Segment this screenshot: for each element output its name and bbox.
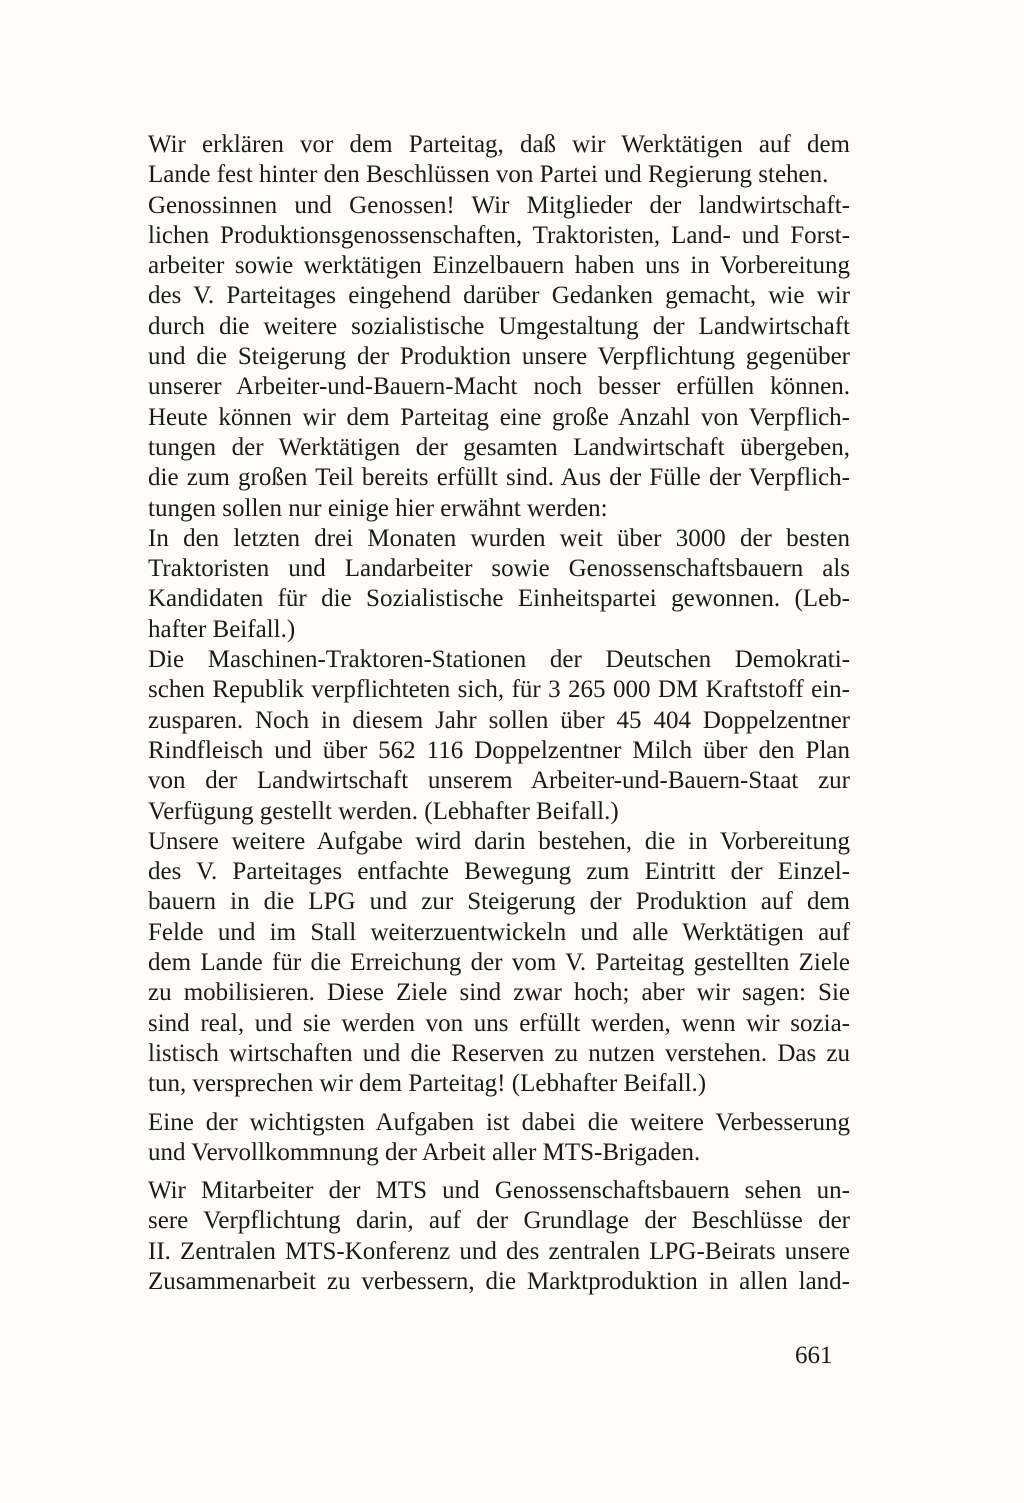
text-line: Heute können wir dem Parteitag eine große Anzahl von Verpflich- [148,403,850,431]
text-line: und die Steigerung der Produktion unsere Verpflichtung gegenüber [148,343,850,371]
text-line: tun, versprechen wir dem Parteitag! (Lebhafter Beifall.) [148,1070,707,1098]
text-line: Felde und im Stall weiterzuentwickeln und alle Werktätigen auf [148,918,850,946]
text-line: Genossinnen und Genossen! Wir Mitglieder der landwirtschaft- [148,191,850,219]
paragraph [148,130,850,191]
text-line: lichen Produktionsgenossenschaften, Traktoristen, Land- und Forst- [148,221,850,249]
text-line: zusparen. Noch in diesem Jahr sollen über 45 404 Doppelzentner [148,706,850,734]
text-line: Wir Mitarbeiter der MTS und Genossenschaftsbauern sehen un- [148,1177,850,1205]
text-line: und Vervollkommnung der Arbeit aller MTS-Brigaden. [148,1138,701,1166]
text-line: zu mobilisieren. Diese Ziele sind zwar hoch; aber wir sagen: Sie [148,979,850,1007]
text-line: Rindfleisch und über 562 116 Doppelzentner Milch über den Plan [148,736,850,764]
paragraph [148,645,850,827]
paragraph-gap [148,1168,850,1176]
text-line: hafter Beifall.) [148,615,296,643]
text-line: die zum großen Teil bereits erfüllt sind. Aus der Fülle der Verpflich- [148,464,850,492]
text-line: durch die weitere sozialistische Umgestaltung der Landwirtschaft [148,312,850,340]
text-line: Lande fest hinter den Beschlüssen von Partei und Regierung stehen. [148,161,829,189]
text-line: Traktoristen und Landarbeiter sowie Genossenschaftsbauern als [148,555,850,583]
text-line: unserer Arbeiter-und-Bauern-Macht noch besser erfüllen können. [148,373,850,401]
paragraph [148,827,850,1100]
text-line: Wir erklären vor dem Parteitag, daß wir Werktätigen auf dem [148,131,850,158]
text-line: listisch wirtschaften und die Reserven zu nutzen verstehen. Das zu [148,1039,850,1067]
text-line: dem Lande für die Erreichung der vom V. Parteitag gestellten Ziele [148,949,850,977]
paragraph [148,1176,850,1297]
text-line: sind real, und sie werden von uns erfüllt werden, wenn wir sozia- [148,1009,850,1037]
text-line: tungen sollen nur einige hier erwähnt werden: [148,494,608,522]
text-line: Kandidaten für die Sozialistische Einheitspartei gewonnen. (Leb- [148,585,850,613]
text-line: arbeiter sowie werktätigen Einzelbauern haben uns in Vorbereitung [148,252,850,280]
text-line: schen Republik verpflichteten sich, für 3 265 000 DM Kraftstoff ein- [148,676,850,704]
text-line: Verfügung gestellt werden. (Lebhafter Beifall.) [148,797,619,825]
text-line: Unsere weitere Aufgabe wird darin bestehen, die in Vorbereitung [148,827,850,855]
text-line: Eine der wichtigsten Aufgaben ist dabei die weitere Verbesserung [148,1108,850,1136]
text-line: des V. Parteitages eingehend darüber Gedanken gemacht, wie wir [148,282,850,310]
text-line: sere Verpflichtung darin, auf der Grundlage der Beschlüsse der [148,1207,850,1235]
text-line: Zusammenarbeit zu verbessern, die Marktproduktion in allen land- [148,1267,850,1295]
text-line: von der Landwirtschaft unserem Arbeiter-und-Bauern-Staat zur [148,767,850,795]
paragraph [148,191,850,524]
paragraph [148,1108,850,1169]
text-line: Die Maschinen-Traktoren-Stationen der Deutschen Demokrati- [148,646,850,674]
text-line: In den letzten drei Monaten wurden weit über 3000 der besten [148,524,850,552]
paragraph-gap [148,1100,850,1108]
body-text [148,130,850,1297]
text-line: tungen der Werktätigen der gesamten Landwirtschaft übergeben, [148,433,850,461]
paragraph [148,524,850,645]
text-line: II. Zentralen MTS-Konferenz und des zentralen LPG-Beirats unsere [148,1237,850,1265]
text-line: bauern in die LPG und zur Steigerung der Produktion auf dem [148,888,850,916]
page-number: 661 [795,1342,833,1369]
text-line: des V. Parteitages entfachte Bewegung zum Eintritt der Einzel- [148,858,850,886]
